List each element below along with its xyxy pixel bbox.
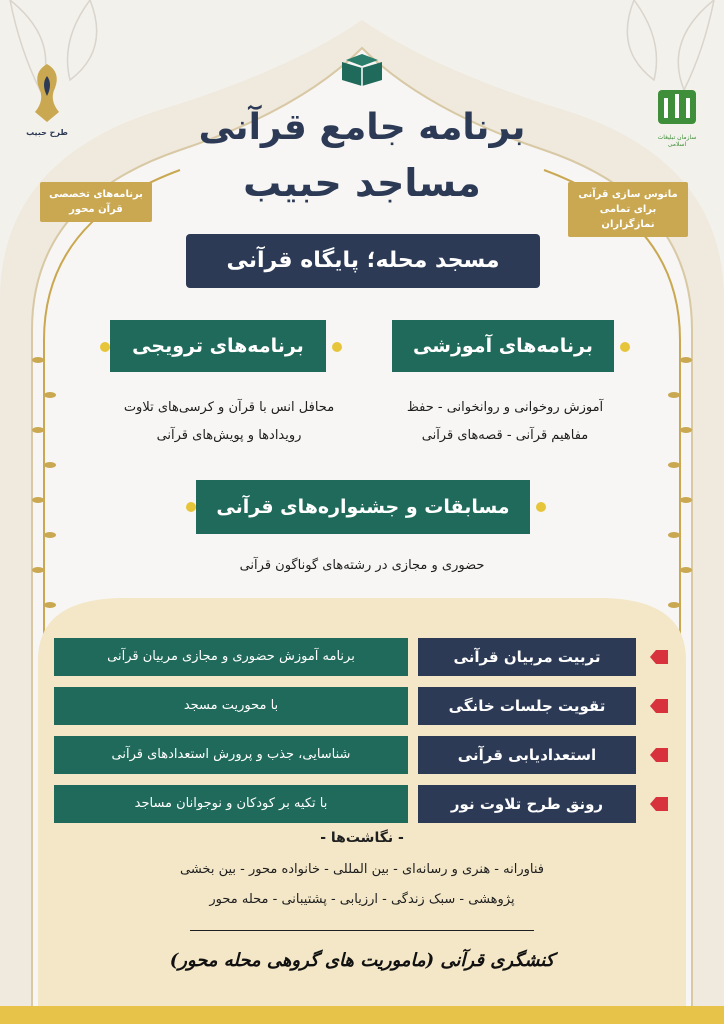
main-title-line1: برنامه جامع قرآنی [198, 107, 526, 148]
bullet-dot [100, 342, 110, 352]
habib-logo-caption: طرح حبیب [26, 128, 68, 137]
main-title-line2: مساجد حبیب [243, 161, 481, 205]
row-title: تربیت مربیان قرآنی [418, 638, 636, 676]
bullet-dot [186, 502, 196, 512]
competitions-line1: حضوری و مجازی در رشته‌های گوناگون قرآنی [239, 558, 485, 573]
promotional-line2: رویدادها و پویش‌های قرآنی [156, 428, 302, 443]
row-detail: با تکیه بر کودکان و نوجوانان مساجد [54, 785, 408, 823]
educational-programs-banner [392, 320, 614, 372]
quran-book-icon [340, 52, 384, 88]
educational-line1: آموزش روخوانی و روانخوانی - حفظ [406, 400, 604, 415]
arrow-left-icon [650, 699, 668, 713]
arrow-left-icon [650, 650, 668, 664]
tag-specialized-programs [40, 182, 152, 222]
bullet-dot [620, 342, 630, 352]
educational-line2: مفاهیم قرآنی - قصه‌های قرآنی [421, 428, 589, 443]
promotional-programs-banner [110, 320, 326, 372]
tag-quranic-familiarity [568, 182, 688, 237]
tag-left-line2: قرآن محور [69, 204, 123, 215]
row-title: رونق طرح تلاوت نور [418, 785, 636, 823]
row-detail: برنامه آموزش حضوری و مجازی مربیان قرآنی [54, 638, 408, 676]
subtitle-banner [186, 234, 540, 288]
promotional-line1: محافل انس با قرآن و کرسی‌های تلاوت [123, 400, 335, 415]
row-detail: با محوریت مسجد [54, 687, 408, 725]
divider [190, 930, 534, 931]
competitions-banner [196, 480, 530, 534]
approaches-heading: - نگاشت‌ها - [320, 830, 404, 846]
row-detail: شناسایی، جذب و پرورش استعدادهای قرآنی [54, 736, 408, 774]
arrow-left-icon [650, 797, 668, 811]
approaches-line1: فناورانه - هنری و رسانه‌ای - بین المللی - خانواده محور - بین بخشی [180, 862, 544, 877]
arrow-left-icon [650, 748, 668, 762]
calligraphy-footer: کنشگری قرآنی (ماموریت های گروهی محله محور) [169, 950, 555, 971]
org-logo-caption: سازمان تبلیغات اسلامی [657, 134, 697, 148]
educational-programs-desc [370, 394, 640, 450]
subtitle-text: مسجد محله؛ پایگاه قرآنی [226, 248, 500, 273]
approaches-line2: پژوهشی - سبک زندگی - ارزیابی - پشتیبانی - محله محور [209, 892, 515, 907]
bullet-dot [536, 502, 546, 512]
competitions-desc [186, 552, 538, 580]
promotional-programs-desc [84, 394, 374, 450]
tag-right-line2: برای تمامی نمازگزاران [599, 204, 657, 230]
row-title: تقویت جلسات خانگی [418, 687, 636, 725]
promotional-programs-title: برنامه‌های ترویجی [132, 335, 304, 357]
bullet-dot [332, 342, 342, 352]
tag-right-line1: مانوس سازی قرآنی [578, 189, 678, 200]
row-title: استعدادیابی قرآنی [418, 736, 636, 774]
competitions-title: مسابقات و جشنواره‌های قرآنی [216, 496, 510, 518]
tag-left-line1: برنامه‌های تخصصی [49, 189, 143, 200]
educational-programs-title: برنامه‌های آموزشی [413, 335, 593, 357]
